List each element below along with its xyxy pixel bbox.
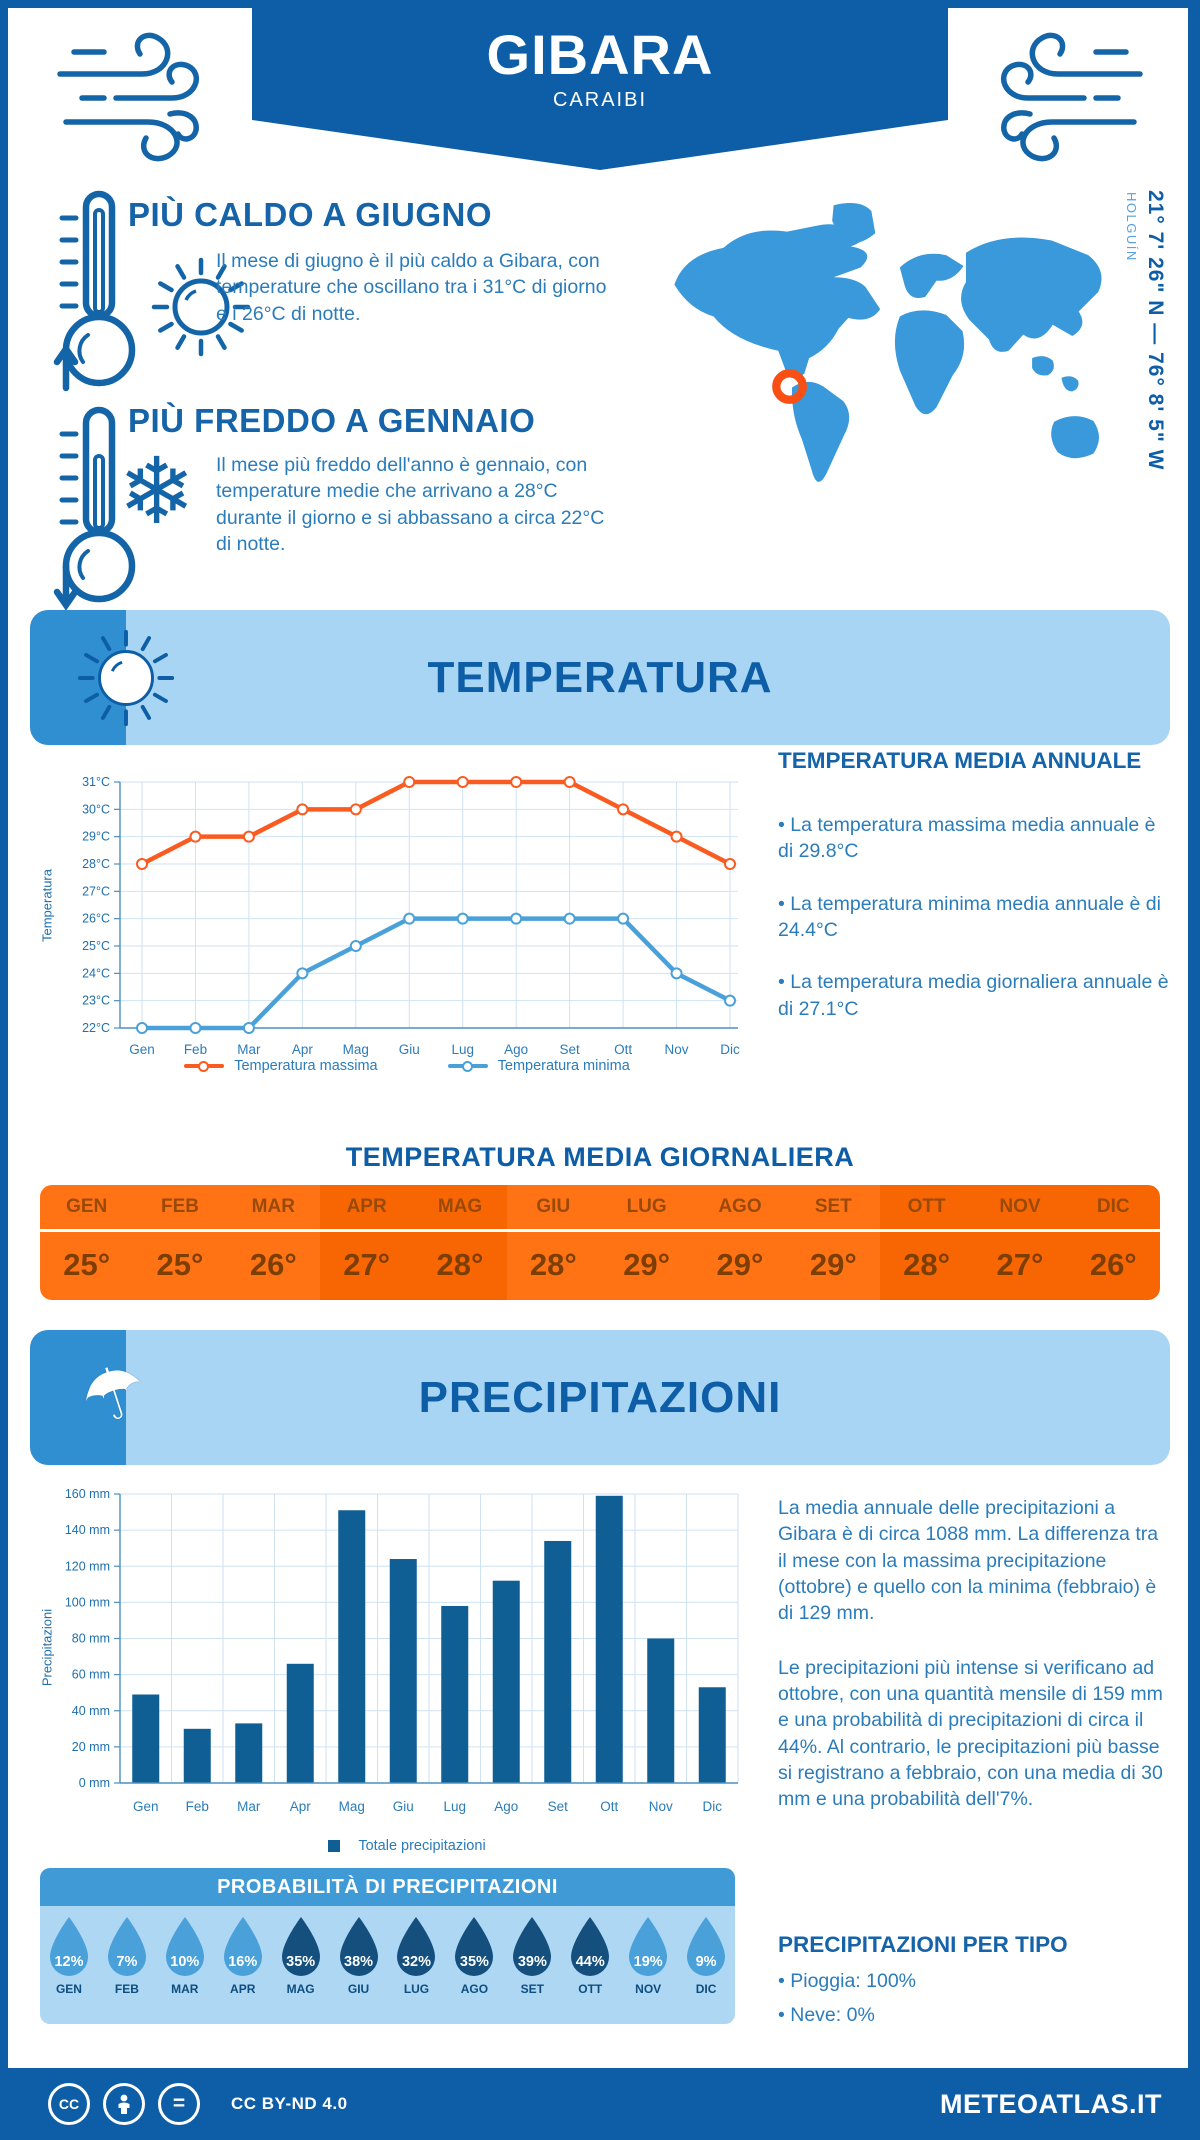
frame-left <box>0 0 8 2140</box>
page-subtitle: CARAIBI <box>552 89 648 111</box>
table-value-cell: 28° <box>413 1232 506 1300</box>
svg-text:140 mm: 140 mm <box>64 1523 110 1538</box>
legend-label: Totale precipitazioni <box>358 1838 486 1854</box>
probability-value: 7% <box>116 1954 138 1970</box>
svg-text:80 mm: 80 mm <box>71 1631 110 1646</box>
snowflake-icon: ❄ <box>118 438 196 545</box>
probability-month: LUG <box>403 1982 430 1996</box>
legend-item <box>184 1058 377 1074</box>
svg-text:40 mm: 40 mm <box>71 1703 110 1718</box>
probability-title: PROBABILITÀ DI PRECIPITAZIONI <box>40 1868 735 1906</box>
svg-text:Ago: Ago <box>494 1799 519 1814</box>
cc-icon: CC <box>48 2083 90 2125</box>
legend-line-swatch <box>184 1064 224 1068</box>
header-banner <box>252 8 948 120</box>
water-drop-icon <box>509 1915 555 1979</box>
annual-min-bullet: • La temperatura minima media annuale è di 24.4°C <box>778 892 1161 941</box>
precipitation-section-banner <box>30 1330 1170 1465</box>
probability-month: FEB <box>114 1982 139 1996</box>
table-month-cell: OTT <box>880 1185 973 1229</box>
svg-text:120 mm: 120 mm <box>64 1559 110 1574</box>
legend-line-swatch <box>448 1064 488 1068</box>
svg-text:Ott: Ott <box>614 1042 633 1057</box>
svg-text:27°C: 27°C <box>82 884 110 899</box>
precipitation-types-list <box>778 1968 1170 2029</box>
table-month-cell: DIC <box>1067 1185 1160 1229</box>
location-marker <box>776 373 802 399</box>
rain-item: • Pioggia: 100% <box>778 1970 917 1992</box>
svg-text:Mar: Mar <box>237 1042 261 1057</box>
svg-text:Lug: Lug <box>443 1799 467 1814</box>
water-drop-icon <box>162 1915 208 1979</box>
north-america <box>674 224 880 378</box>
temperature-legend <box>62 1058 752 1074</box>
svg-text:Gen: Gen <box>132 1799 159 1814</box>
svg-text:22°C: 22°C <box>82 1021 110 1035</box>
precipitation-legend <box>62 1838 752 1854</box>
svg-text:160 mm: 160 mm <box>64 1487 110 1501</box>
australia <box>1051 416 1099 458</box>
probability-column <box>214 1906 272 2024</box>
svg-text:Gen: Gen <box>129 1042 155 1057</box>
probability-column <box>561 1906 619 2024</box>
svg-text:Dic: Dic <box>702 1799 722 1814</box>
europe <box>900 254 964 298</box>
table-month-cell: AGO <box>693 1185 786 1229</box>
probability-value: 35% <box>459 1954 489 1970</box>
probability-column <box>677 1906 735 2024</box>
page-title: GIBARA <box>486 23 714 86</box>
coordinates-label: 21° 7' 26" N — 76° 8' 5" W <box>1144 190 1167 471</box>
probability-column <box>503 1906 561 2024</box>
water-drop-icon <box>451 1915 497 1979</box>
table-month-row <box>40 1185 1160 1232</box>
svg-text:Nov: Nov <box>648 1799 673 1814</box>
legend-item <box>448 1058 630 1074</box>
table-value-cell: 29° <box>787 1232 880 1300</box>
svg-text:Giu: Giu <box>398 1042 420 1057</box>
probability-month: AGO <box>460 1982 489 1996</box>
svg-text:Giu: Giu <box>392 1799 414 1814</box>
table-month-cell: NOV <box>973 1185 1066 1229</box>
svg-text:24°C: 24°C <box>82 966 110 981</box>
probability-month: NOV <box>635 1982 662 1996</box>
precipitation-types-title: PRECIPITAZIONI PER TIPO <box>778 1932 1068 1957</box>
probability-month: MAG <box>286 1982 315 1996</box>
svg-text:Mag: Mag <box>338 1799 365 1814</box>
table-month-cell: SET <box>787 1185 880 1229</box>
southeast-asia <box>1032 356 1078 391</box>
probability-column <box>330 1906 388 2024</box>
brand-link[interactable]: METEOATLAS.IT <box>940 2088 1162 2119</box>
svg-text:Apr: Apr <box>291 1042 313 1057</box>
daily-temperature-table <box>40 1185 1160 1300</box>
frame-right <box>1188 0 1200 2140</box>
probability-value: 38% <box>344 1954 374 1970</box>
water-drop-icon <box>278 1915 324 1979</box>
table-month-cell: FEB <box>133 1185 226 1229</box>
water-drop-icon <box>683 1915 729 1979</box>
legend-label: Temperatura massima <box>234 1058 378 1074</box>
table-month-cell: LUG <box>600 1185 693 1229</box>
license-label: CC BY-ND 4.0 <box>231 2094 348 2113</box>
cold-title: PIÙ FREDDO A GENNAIO <box>128 402 536 439</box>
temperature-section-title: TEMPERATURA <box>427 652 773 702</box>
daily-temperature-title: TEMPERATURA MEDIA GIORNALIERA <box>345 1142 855 1172</box>
no-derivatives-icon: = <box>158 2083 200 2125</box>
wind-icon <box>978 14 1148 164</box>
temperature-yaxis-label: Temperatura <box>39 869 55 942</box>
precipitation-paragraph-1: La media annuale delle precipitazioni a Gibara è di circa 1088 mm. La differenza tra il mese con la massima precipitazione (ottobre) e quello con la minima (febbraio) è di 129 mm. <box>778 1497 1159 1625</box>
svg-text:Mag: Mag <box>342 1042 369 1057</box>
asia <box>961 237 1101 351</box>
svg-text:25°C: 25°C <box>82 939 110 953</box>
probability-month: SET <box>520 1982 544 1996</box>
legend-label: Temperatura minima <box>497 1058 630 1074</box>
annual-temperature-title: TEMPERATURA MEDIA ANNUALE <box>778 748 1142 773</box>
svg-text:Dic: Dic <box>720 1042 740 1057</box>
svg-text:100 mm: 100 mm <box>64 1595 110 1610</box>
water-drop-icon <box>567 1915 613 1979</box>
world-map <box>645 188 1135 538</box>
svg-text:Mar: Mar <box>237 1799 261 1814</box>
svg-text:Lug: Lug <box>451 1042 474 1057</box>
table-value-cell: 25° <box>40 1232 133 1300</box>
probability-column <box>156 1906 214 2024</box>
probability-month: GIU <box>347 1982 370 1996</box>
svg-text:31°C: 31°C <box>82 775 110 789</box>
svg-text:28°C: 28°C <box>82 857 110 871</box>
legend-swatch <box>328 1840 340 1852</box>
table-month-cell: MAR <box>227 1185 320 1229</box>
probability-value: 12% <box>54 1954 84 1970</box>
probability-month: MAR <box>171 1982 199 1996</box>
table-value-cell: 27° <box>973 1232 1066 1300</box>
table-month-cell: GIU <box>507 1185 600 1229</box>
water-drop-icon <box>393 1915 439 1979</box>
temperature-section-banner <box>30 610 1170 745</box>
probability-value: 39% <box>517 1954 547 1970</box>
table-value-cell: 28° <box>880 1232 973 1300</box>
svg-text:60 mm: 60 mm <box>71 1667 110 1682</box>
water-drop-icon <box>336 1915 382 1979</box>
probability-month: APR <box>230 1982 256 1996</box>
probability-column <box>445 1906 503 2024</box>
probability-value: 44% <box>575 1954 605 1970</box>
annual-mean-bullet: • La temperatura media giornaliera annuale è di 27.1°C <box>778 971 1169 1020</box>
svg-text:Ott: Ott <box>600 1799 619 1814</box>
svg-text:26°C: 26°C <box>82 911 110 926</box>
precipitation-chart <box>62 1480 752 1825</box>
table-value-cell: 29° <box>600 1232 693 1300</box>
table-value-cell: 26° <box>1067 1232 1160 1300</box>
temperature-chart <box>62 768 752 1068</box>
precipitation-paragraph-2: Le precipitazioni più intense si verificano ad ottobre, con una quantità mensile di 159 mm e una probabilità di precipitazioni di circa il 44%. Al contrario, le precipitazioni più basse si registrano a febbraio, con una media di 30 mm e una probabilità dell'7%. <box>778 1656 1163 1811</box>
precipitation-paragraphs <box>778 1495 1170 1812</box>
svg-text:29°C: 29°C <box>82 829 110 844</box>
table-month-cell: MAG <box>413 1185 506 1229</box>
svg-text:Ago: Ago <box>504 1042 529 1057</box>
svg-text:Apr: Apr <box>289 1799 311 1814</box>
probability-column <box>40 1906 98 2024</box>
water-drop-icon <box>104 1915 150 1979</box>
legend-item <box>328 1838 485 1854</box>
table-value-cell: 25° <box>133 1232 226 1300</box>
annual-max-bullet: • La temperatura massima media annuale è di 29.8°C <box>778 814 1156 863</box>
table-month-cell: GEN <box>40 1185 133 1229</box>
table-value-cell: 28° <box>507 1232 600 1300</box>
precipitation-yaxis-label: Precipitazioni <box>39 1608 55 1687</box>
water-drop-icon <box>220 1915 266 1979</box>
footer <box>0 2068 1200 2140</box>
svg-text:Set: Set <box>559 1042 580 1057</box>
frame-top <box>0 0 1200 8</box>
probability-panel <box>40 1906 735 2024</box>
svg-text:Feb: Feb <box>185 1799 209 1814</box>
wind-icon <box>52 14 222 164</box>
africa <box>895 310 964 414</box>
svg-text:30°C: 30°C <box>82 802 110 817</box>
svg-text:23°C: 23°C <box>82 993 110 1008</box>
hot-text: Il mese di giugno è il più caldo a Gibara, con temperature che oscillano tra i 31°C di giorno e i 26°C di notte. <box>216 250 607 325</box>
probability-column <box>619 1906 677 2024</box>
probability-value: 35% <box>286 1954 316 1970</box>
probability-value: 16% <box>228 1954 258 1970</box>
annual-temperature-bullets <box>778 812 1170 1048</box>
probability-month: DIC <box>695 1982 717 1996</box>
cold-text: Il mese più freddo dell'anno è gennaio, con temperature medie che arrivano a 28°C durante il giorno e si abbassano a circa 22°C di notte. <box>216 454 605 555</box>
table-value-cell: 26° <box>227 1232 320 1300</box>
hot-title: PIÙ CALDO A GIUGNO <box>128 196 493 233</box>
cc-license-group[interactable] <box>48 2083 348 2125</box>
region-label: HOLGUÍN <box>1124 192 1139 262</box>
probability-column <box>272 1906 330 2024</box>
probability-month: GEN <box>55 1982 82 1996</box>
snow-item: • Neve: 0% <box>778 2004 875 2027</box>
table-value-cell: 29° <box>693 1232 786 1300</box>
svg-text:20 mm: 20 mm <box>71 1739 110 1754</box>
svg-text:Feb: Feb <box>183 1042 208 1057</box>
svg-text:Nov: Nov <box>664 1042 689 1057</box>
table-value-cell: 27° <box>320 1232 413 1300</box>
precipitation-section-title: PRECIPITAZIONI <box>418 1372 782 1422</box>
umbrella-icon: ☂ <box>70 1344 158 1444</box>
attribution-icon <box>103 2083 145 2125</box>
water-drop-icon <box>46 1915 92 1979</box>
table-value-row <box>40 1232 1160 1300</box>
probability-column <box>388 1906 446 2024</box>
probability-month: OTT <box>578 1982 603 1996</box>
probability-value: 19% <box>633 1954 663 1970</box>
svg-text:Set: Set <box>547 1799 568 1814</box>
probability-column <box>98 1906 156 2024</box>
table-month-cell: APR <box>320 1185 413 1229</box>
probability-value: 10% <box>170 1954 200 1970</box>
probability-value: 9% <box>695 1954 717 1970</box>
svg-text:0 mm: 0 mm <box>78 1776 110 1790</box>
probability-value: 32% <box>401 1954 431 1970</box>
water-drop-icon <box>625 1915 671 1979</box>
